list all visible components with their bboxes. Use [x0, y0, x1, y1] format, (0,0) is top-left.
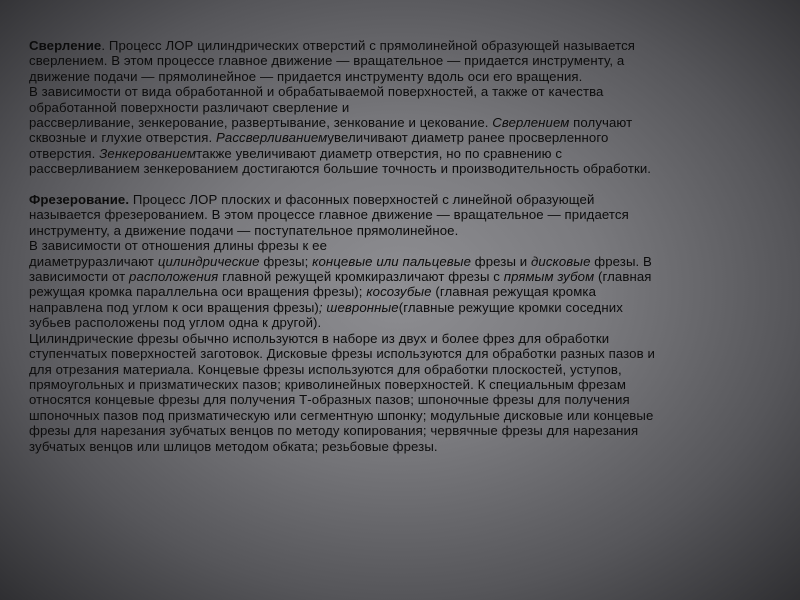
text-run: фрезы. В: [590, 253, 652, 269]
text-run: увеличивают диаметр ранее просверленного: [327, 130, 609, 146]
text-run: В зависимости от отношения длины фрезы к ее: [29, 238, 328, 254]
text-run: прямоугольных и призматических пазов; криволинейных поверхностей. К специальным фрезам: [29, 376, 626, 392]
text-run: также увеличивают диаметр отверстия, но по сравнению с: [196, 145, 563, 161]
text-run: диаметруразличают: [29, 253, 158, 269]
emphasized-term: ; шевронные: [318, 299, 399, 315]
milling-line: [29, 284, 779, 299]
drilling-line: [29, 69, 779, 84]
paragraph-gap: [29, 177, 779, 192]
text-run: рассверливание, зенкерование, развертывание, зенкование и цекование.: [29, 115, 493, 131]
section-heading: Фрезерование.: [29, 192, 130, 208]
text-run: сквозные и глухие отверстия.: [29, 130, 216, 146]
drilling-line: [29, 100, 779, 115]
text-run: направлена под углом к оси вращения фрезы): [29, 299, 319, 315]
text-run: фрезы и: [471, 253, 532, 269]
emphasized-term: косозубые: [366, 284, 432, 300]
milling-line: [29, 223, 779, 238]
emphasized-term: концевые или пальцевые: [312, 253, 471, 269]
text-run: шпоночных пазов под призматическую или сегментную шпонку; модульные дисковые или концевые: [29, 407, 654, 423]
milling-line: [29, 377, 779, 392]
milling-line: [29, 408, 779, 423]
milling-line: [29, 207, 779, 222]
drilling-line: [29, 115, 779, 130]
text-run: главной режущей кромкиразличают фрезы с: [218, 269, 504, 285]
drilling-line: [29, 53, 779, 68]
emphasized-term: Сверлением: [492, 115, 570, 131]
milling-line: [29, 439, 779, 454]
text-run: получают: [569, 115, 633, 131]
emphasized-term: расположения: [129, 269, 219, 285]
text-run: для отрезания материала. Концевые фрезы используются для обработки плоскостей, уступов,: [29, 361, 622, 377]
text-run: зависимости от: [29, 269, 130, 285]
paragraph-milling: [29, 192, 779, 454]
text-run: называется фрезерованием. В этом процессе главное движение — вращательное — придается: [29, 207, 629, 223]
text-run: рассверливанием зенкерованием достигаются большие точность и производительность обработки.: [29, 161, 652, 177]
milling-line: [29, 392, 779, 407]
emphasized-term: Рассверливанием: [216, 130, 328, 146]
emphasized-term: цилиндрические: [157, 253, 260, 269]
milling-line: [29, 300, 779, 315]
milling-line: [29, 362, 779, 377]
emphasized-term: Зенкерованием: [99, 145, 197, 161]
drilling-line: [29, 38, 779, 53]
milling-line: [29, 331, 779, 346]
drilling-line: [29, 146, 779, 161]
text-run: (главные режущие кромки соседних: [398, 299, 623, 315]
emphasized-term: прямым зубом: [503, 269, 595, 285]
emphasized-term: дисковые: [531, 253, 591, 269]
text-run: движение подачи — прямолинейное — придается инструменту вдоль оси его вращения.: [29, 68, 583, 84]
drilling-line: [29, 130, 779, 145]
text-run: Цилиндрические фрезы обычно используются в наборе из двух и более фрез для обработки: [29, 330, 610, 346]
milling-line: [29, 346, 779, 361]
text-run: фрезы;: [259, 253, 313, 269]
text-run: режущая кромка параллельна оси вращения фрезы);: [29, 284, 367, 300]
drilling-line: [29, 84, 779, 99]
text-run: (главная: [594, 269, 652, 285]
milling-line: [29, 269, 779, 284]
milling-line: [29, 423, 779, 438]
text-run: фрезы для нарезания зубчатых венцов по методу копирования; червячные фрезы для нарезания: [29, 423, 639, 439]
text-run: Процесс ЛОР плоских и фасонных поверхностей с линейной образующей: [129, 192, 595, 208]
text-run: ступенчатых поверхностей заготовок. Дисковые фрезы используются для обработки разных пазов и: [29, 346, 655, 362]
drilling-line: [29, 161, 779, 176]
text-run: сверлением. В этом процессе главное движение — вращательное — придается инструменту, а: [29, 53, 625, 69]
text-run: инструменту, а движение подачи — поступательное прямолинейное.: [29, 222, 459, 238]
text-run: отверстия.: [29, 145, 100, 161]
milling-line: [29, 192, 779, 207]
milling-line: [29, 254, 779, 269]
text-run: зубьев расположены под углом одна к другой).: [29, 315, 322, 331]
text-run: . Процесс ЛОР цилиндрических отверстий с прямолинейной образующей называется: [101, 38, 635, 53]
text-run: обработанной поверхности различают сверление и: [29, 99, 350, 115]
milling-line: [29, 238, 779, 253]
milling-line: [29, 315, 779, 330]
paragraph-drilling: [29, 38, 779, 177]
text-run: В зависимости от вида обработанной и обрабатываемой поверхностей, а также от качества: [29, 84, 604, 100]
text-run: относятся концевые фрезы для получения Т-образных пазов; шпоночные фрезы для получения: [29, 392, 630, 408]
section-heading: Сверление: [29, 38, 102, 53]
text-run: (главная режущая кромка: [431, 284, 596, 300]
text-run: зубчатых венцов или шлицов методом обката; резьбовые фрезы.: [29, 438, 438, 454]
slide-body: [29, 38, 779, 454]
